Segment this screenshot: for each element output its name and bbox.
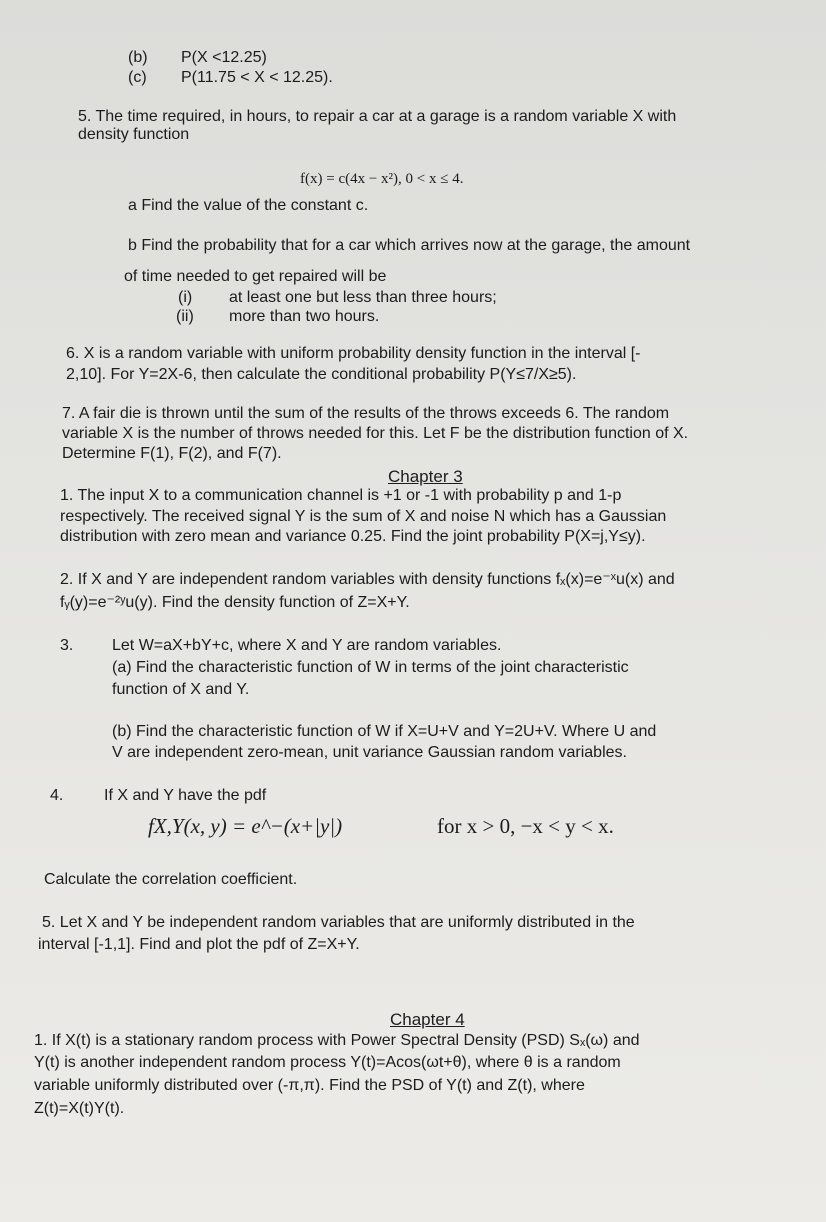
ch3-problem-4-line2: Calculate the correlation coefficient. [44,871,298,888]
ch3-problem-3-number: 3. [60,637,74,654]
problem-6-line2: 2,10]. For Y=2X-6, then calculate the conditional probability P(Y≤7/X≥5). [66,366,577,383]
ch4-problem-1-line3: variable uniformly distributed over (-π,π). Find the PSD of Y(t) and Z(t), where [34,1077,585,1094]
sub-i-label: (i) [178,289,193,306]
problem-5-line2: density function [78,126,190,143]
ch3-problem-1-line1: 1. The input X to a communication channel is +1 or -1 with probability p and 1-p [60,487,622,504]
density-formula: f(x) = c(4x − x²), 0 < x ≤ 4. [300,171,464,187]
ch4-problem-1-line4: Z(t)=X(t)Y(t). [34,1100,125,1117]
chapter-4-heading: Chapter 4 [390,1010,465,1029]
ch4-problem-1-line2: Y(t) is another independent random process Y(t)=Acos(ωt+θ), where θ is a random [34,1054,621,1071]
part-b-line1: b Find the probability that for a car which arrives now at the garage, the amount [128,237,691,254]
problem-7-line1: 7. A fair die is thrown until the sum of the results of the throws exceeds 6. The random [62,405,670,422]
part-a: a Find the value of the constant c. [128,197,369,214]
ch3-problem-5-line1: 5. Let X and Y be independent random variables that are uniformly distributed in the [42,914,635,931]
ch3-problem-5-line2: interval [-1,1]. Find and plot the pdf of Z=X+Y. [38,936,360,953]
item-b-label: (b) [128,49,148,66]
ch3-problem-2-line2: fᵧ(y)=e⁻²ʸu(y). Find the density function of Z=X+Y. [60,594,410,611]
pdf-formula: fX,Y(x, y) = e^−(x+|y|) [148,814,343,838]
ch3-problem-3-part-a-cont: function of X and Y. [112,681,250,698]
ch3-problem-3-line1: Let W=aX+bY+c, where X and Y are random variables. [112,637,502,654]
ch3-problem-3-part-b-line1: (b) Find the characteristic function of W if X=U+V and Y=2U+V. Where U and [112,723,657,740]
sub-i-text: at least one but less than three hours; [229,289,497,306]
problem-7-line2: variable X is the number of throws needed for this. Let F be the distribution function of X. [62,425,689,442]
ch3-problem-1-line2: respectively. The received signal Y is the sum of X and noise N which has a Gaussian [60,508,667,525]
problem-6-line1: 6. X is a random variable with uniform probability density function in the interval [- [66,345,641,362]
ch3-problem-2-line1: 2. If X and Y are independent random variables with density functions fₓ(x)=e⁻ˣu(x) and [60,571,675,588]
ch3-problem-4-number: 4. [50,787,64,804]
item-c-label: (c) [128,69,147,86]
chapter-3-heading: Chapter 3 [388,467,463,486]
sub-ii-text: more than two hours. [229,308,380,325]
item-b-text: P(X <12.25) [181,49,267,66]
ch3-problem-3-part-a: (a) Find the characteristic function of W in terms of the joint characteristic [112,659,629,676]
part-b-line2: of time needed to get repaired will be [124,268,387,285]
item-c-text: P(11.75 < X < 12.25). [181,69,333,86]
ch3-problem-3-part-b-line2: V are independent zero-mean, unit variance Gaussian random variables. [112,744,627,761]
ch4-problem-1-line1: 1. If X(t) is a stationary random process with Power Spectral Density (PSD) Sₓ(ω) and [34,1032,640,1049]
problem-5-line1: 5. The time required, in hours, to repair a car at a garage is a random variable X with [78,108,677,125]
ch3-problem-1-line3: distribution with zero mean and variance 0.25. Find the joint probability P(X=j,Y≤y). [60,528,646,545]
problem-7-line3: Determine F(1), F(2), and F(7). [62,445,282,462]
ch3-problem-4-line1: If X and Y have the pdf [104,787,267,804]
pdf-domain: for x > 0, −x < y < x. [437,814,614,838]
sub-ii-label: (ii) [176,308,194,325]
